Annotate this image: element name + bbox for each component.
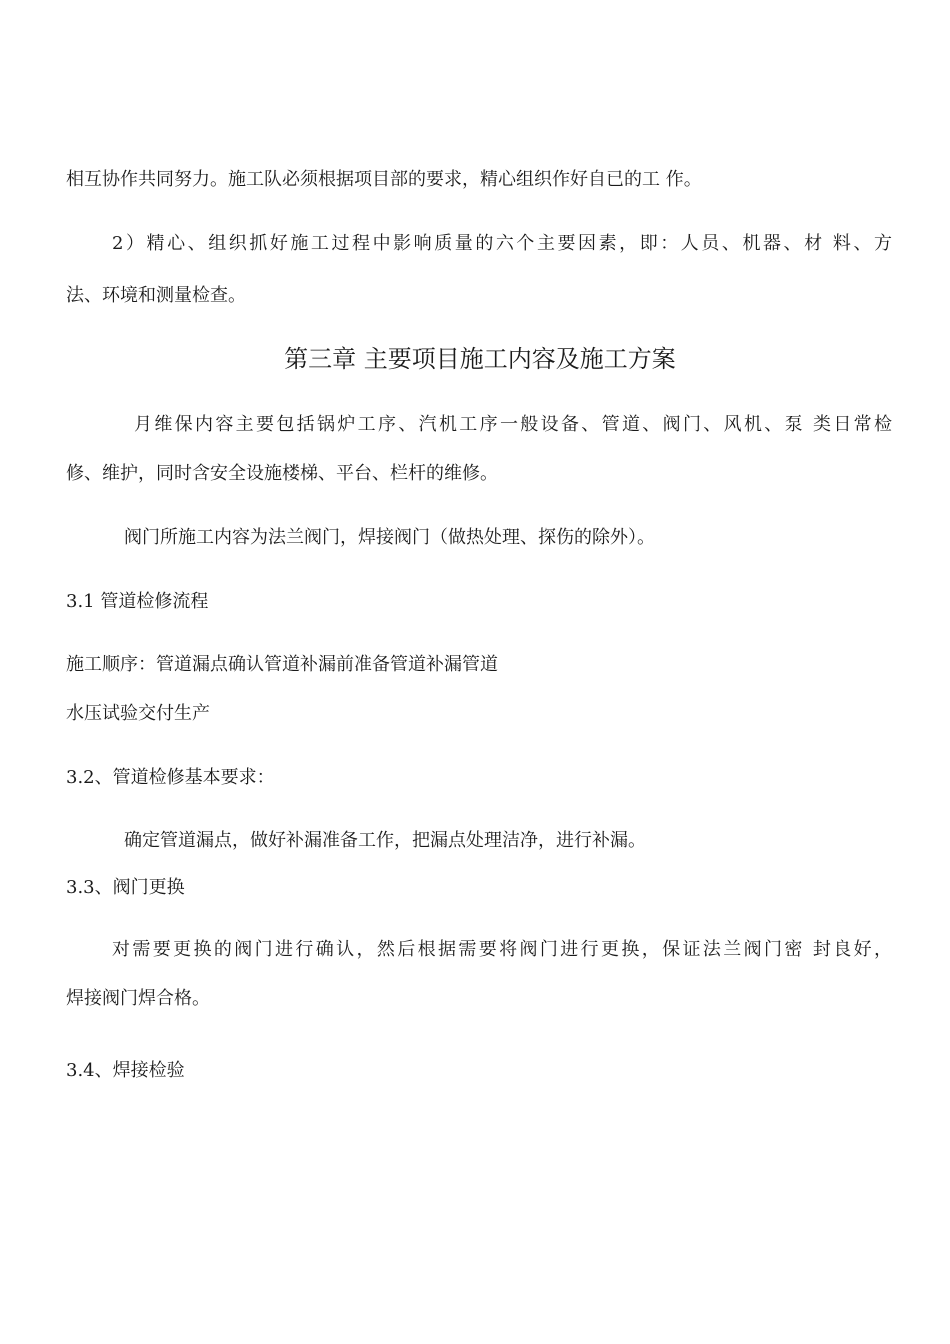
paragraph-line: 焊接阀门焊合格。 xyxy=(66,988,210,1009)
section-heading: 3.3、阀门更换 xyxy=(66,877,185,898)
paragraph-line: 2）精心、组织抓好施工过程中影响质量的六个主要因素，即：人员、机器、材 料、方 xyxy=(112,233,892,254)
paragraph-line: 阀门所施工内容为法兰阀门，焊接阀门（做热处理、探伤的除外）。 xyxy=(124,527,655,548)
section-heading: 3.2、管道检修基本要求： xyxy=(66,767,275,788)
paragraph-line: 水压试验交付生产 xyxy=(66,703,210,724)
section-heading: 3.4、焊接检验 xyxy=(66,1060,185,1081)
paragraph-line: 修、维护，同时含安全设施楼梯、平台、栏杆的维修。 xyxy=(66,463,498,484)
section-heading: 3.1 管道检修流程 xyxy=(66,591,209,612)
paragraph-line: 施工顺序：管道漏点确认管道补漏前准备管道补漏管道 xyxy=(66,654,498,675)
paragraph-line: 相互协作共同努力。施工队必须根据项目部的要求，精心组织作好自已的工 作。 xyxy=(66,169,702,190)
paragraph-line: 法、环境和测量检查。 xyxy=(66,285,246,306)
chapter-title: 第三章 主要项目施工内容及施工方案 xyxy=(284,345,676,373)
paragraph-line: 对需要更换的阀门进行确认，然后根据需要将阀门进行更换，保证法兰阀门密 封良好， xyxy=(112,939,892,960)
paragraph-line: 确定管道漏点，做好补漏准备工作，把漏点处理洁净，进行补漏。 xyxy=(124,830,646,851)
paragraph-line: 月维保内容主要包括锅炉工序、汽机工序一般设备、管道、阀门、风机、泵 类日常检 xyxy=(134,414,892,435)
